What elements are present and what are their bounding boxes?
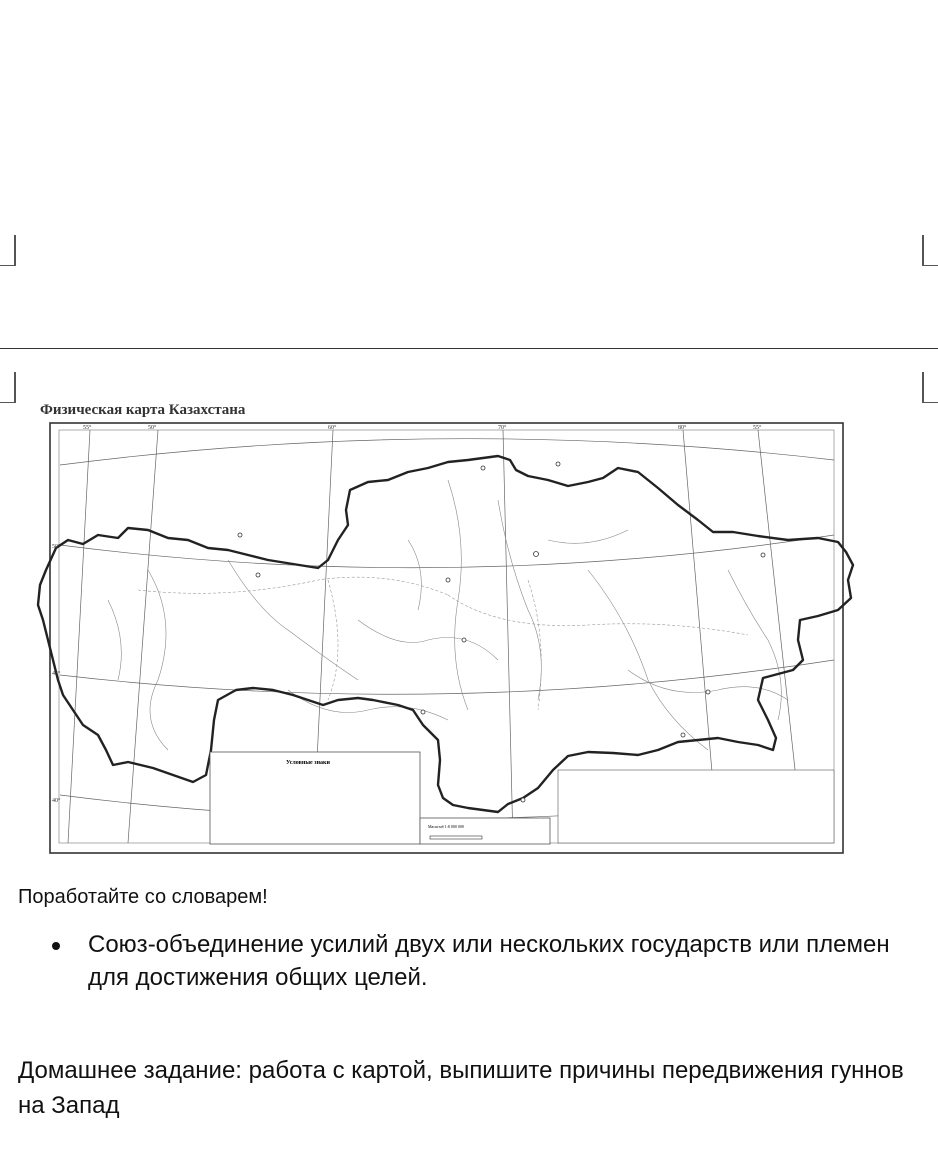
- map-inset-box: [558, 770, 834, 843]
- coord-left-2: 45°: [52, 671, 61, 677]
- vocabulary-term: Союз: [88, 931, 148, 958]
- page-divider: [0, 348, 938, 349]
- homework-label: Домашнее задание:: [18, 1057, 242, 1084]
- scale-box: [420, 818, 550, 844]
- homework-text: работа с картой, выпишите причины передвижения гуннов на Запад: [18, 1057, 904, 1119]
- crop-mark-top-left: [0, 235, 16, 266]
- map-title: Физическая карта Казахстана: [40, 402, 246, 418]
- vocabulary-heading: Поработайте со словарем!: [18, 886, 268, 908]
- legend-title: Условные знаки: [286, 760, 330, 766]
- coord-left-3: 40°: [52, 798, 61, 804]
- coord-top-3: 60°: [328, 425, 337, 431]
- list-item: [52, 928, 922, 994]
- coord-top-6: 55°: [753, 425, 762, 431]
- vocabulary-list: [52, 928, 922, 994]
- coord-top-5: 80°: [678, 425, 687, 431]
- crop-mark-top-left: [0, 372, 16, 403]
- coord-left-1: 50°: [52, 544, 61, 550]
- crop-mark-top-right: [922, 235, 938, 266]
- coord-top-4: 70°: [498, 425, 507, 431]
- scale-label: Масштаб 1:8 000 000: [428, 824, 464, 829]
- vocabulary-definition: -объединение усилий двух или нескольких государств или племен для достижения общих целей.: [88, 931, 890, 991]
- kazakhstan-outline-map: [28, 420, 873, 860]
- coord-top-1: 55°: [83, 425, 92, 431]
- coord-top-2: 50°: [148, 425, 157, 431]
- homework-paragraph: [18, 1053, 918, 1123]
- crop-mark-top-right: [922, 372, 938, 403]
- bullet-icon: [52, 942, 60, 950]
